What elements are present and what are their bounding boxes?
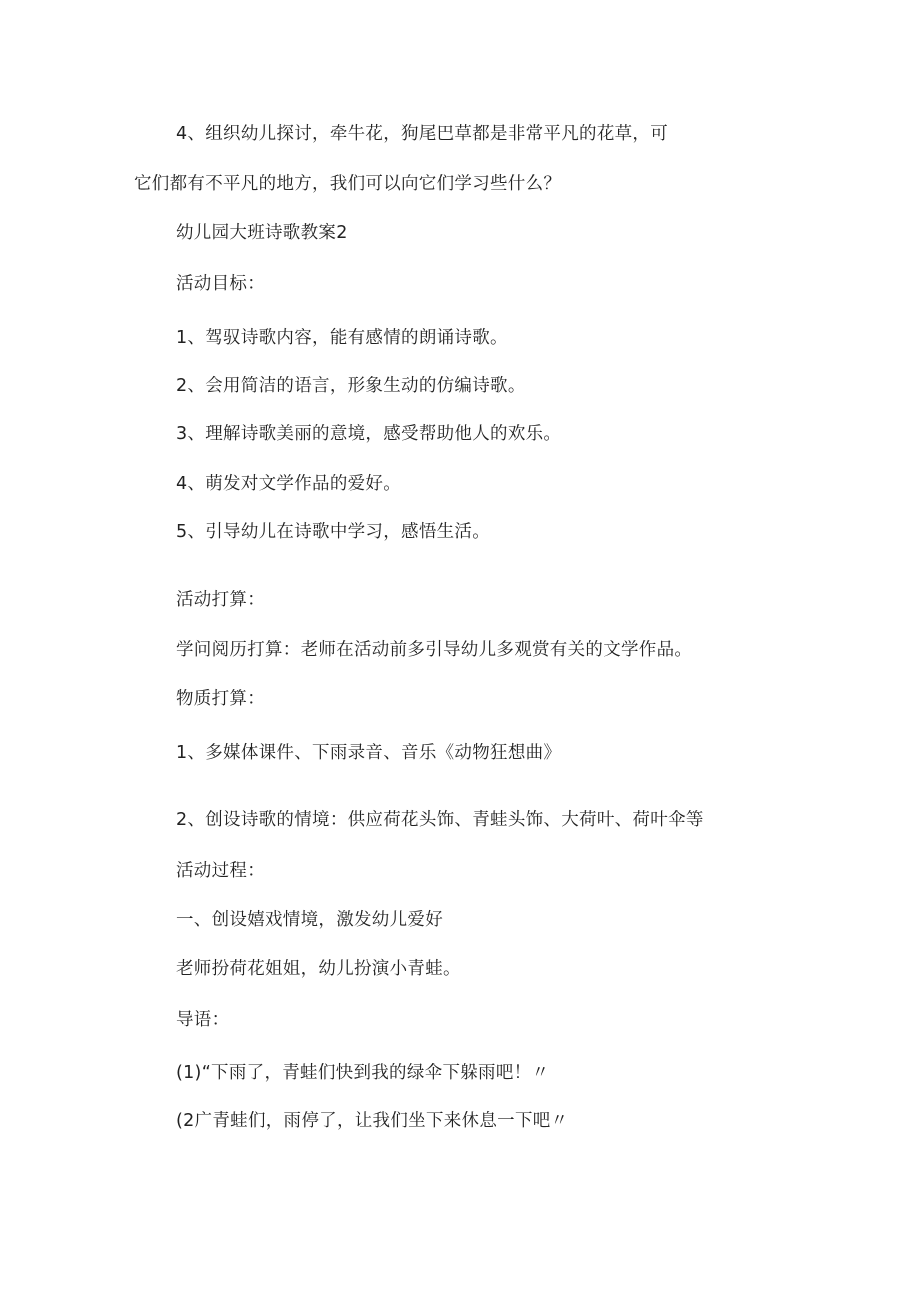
list-item: 1、多媒体课件、下雨录音、音乐《动物狂想曲》 xyxy=(176,743,562,763)
paragraph-line: 它们都有不平凡的地方，我们可以向它们学习些什么？ xyxy=(134,174,562,194)
list-item: 3、理解诗歌美丽的意境，感受帮助他人的欢乐。 xyxy=(176,424,562,444)
section-heading: 幼儿园大班诗歌教案2 xyxy=(176,223,348,243)
subheading: 活动打算： xyxy=(176,590,265,610)
paragraph-line: 学问阅历打算：老师在活动前多引导幼儿多观赏有关的文学作品。 xyxy=(176,640,693,660)
dialogue-line: (2广青蛙们，雨停了，让我们坐下来休息一下吧〃 xyxy=(176,1111,569,1131)
paragraph-line: 老师扮荷花姐姐，幼儿扮演小青蛙。 xyxy=(176,959,461,979)
list-item: 5、引导幼儿在诗歌中学习，感悟生活。 xyxy=(176,522,491,542)
subheading: 物质打算： xyxy=(176,689,265,709)
subheading: 活动目标： xyxy=(176,274,265,294)
list-item: 1、驾驭诗歌内容，能有感情的朗诵诗歌。 xyxy=(176,328,508,348)
list-item: 2、创设诗歌的情境：供应荷花头饰、青蛙头饰、大荷叶、荷叶伞等 xyxy=(176,810,704,830)
paragraph-line: 一、创设嬉戏情境，激发幼儿爱好 xyxy=(176,910,443,930)
list-item: 4、萌发对文学作品的爱好。 xyxy=(176,474,402,494)
subheading: 导语： xyxy=(176,1010,230,1030)
list-item: 2、会用简洁的语言，形象生动的仿编诗歌。 xyxy=(176,376,526,396)
dialogue-line: (1)“下雨了，青蛙们快到我的绿伞下躲雨吧！〃 xyxy=(176,1063,550,1083)
paragraph-line: 4、组织幼儿探讨，牵牛花，狗尾巴草都是非常平凡的花草，可 xyxy=(176,124,669,144)
subheading: 活动过程： xyxy=(176,861,265,881)
